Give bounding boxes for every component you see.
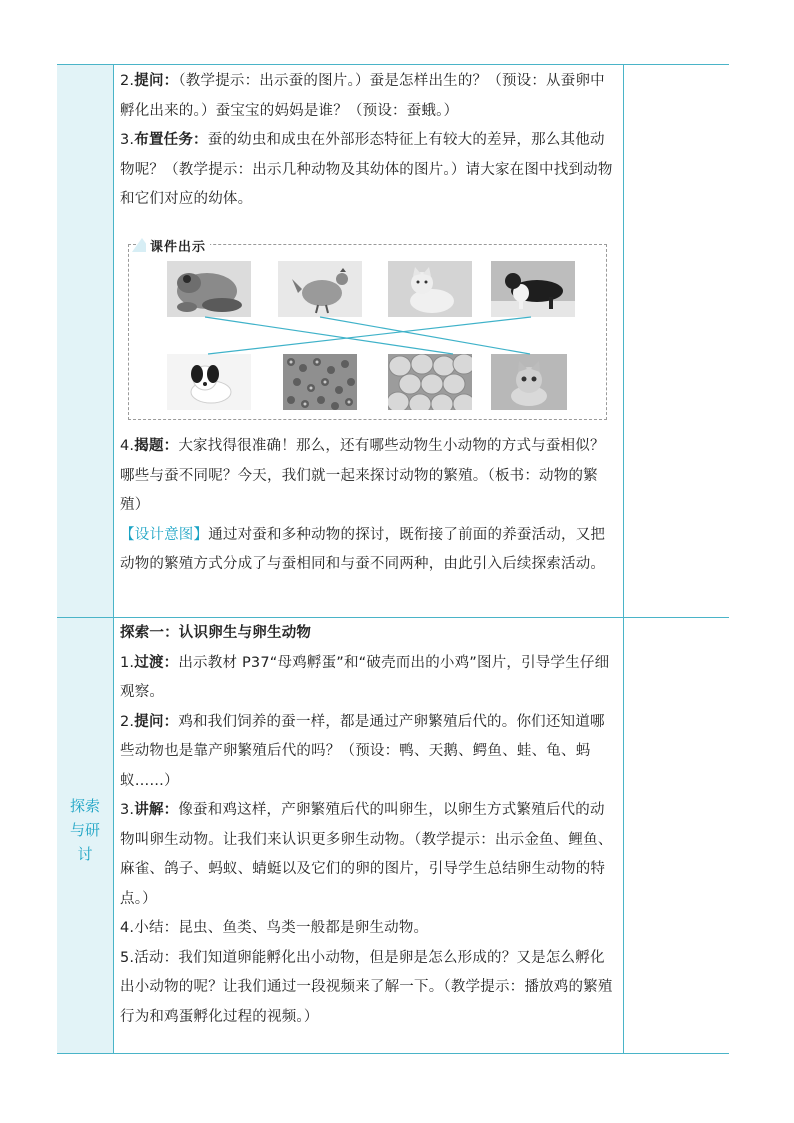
paragraph-reveal: 4.揭题：大家找得很准确！那么，还有哪些动物生小动物的方式与蚕相似？哪些与蚕不同呢？今天，我们就一起来探讨动物的繁殖。（板书：动物的繁殖） bbox=[120, 438, 605, 513]
paragraph-question: 2.提问：鸡和我们饲养的蚕一样，都是通过产卵繁殖后代的。你们还知道哪些动物也是靠产卵繁殖后代的吗？（预设：鸭、天鹅、鳄鱼、蛙、龟、蚂蚁……） bbox=[120, 713, 605, 789]
paragraph-activity: 5.活动：我们知道卵能孵化出小动物，但是卵是怎么形成的？又是怎么孵化出小动物的呢？让我们通过一段视频来了解一下。（教学提示：播放鸡的繁殖行为和鸡蛋孵化过程的视频。） bbox=[120, 949, 613, 1025]
paragraph-transition: 1.过渡：出示教材 P37“母鸡孵蛋”和“破壳而出的小鸡”图片，引导学生仔细观察。 bbox=[120, 654, 610, 700]
row-1-content-after bbox=[120, 432, 618, 580]
side-label-line-2: 与研 bbox=[69, 821, 100, 839]
paragraph-explain: 3.讲解：像蚕和鸡这样，产卵繁殖后代的叫卵生，以卵生方式繁殖后代的动物叫卵生动物。让我们来认识更多卵生动物。（教学提示：出示金鱼、鲤鱼、麻雀、鸽子、蚂蚁、蜻蜓以及它们的卵的图片，引导学生总结卵生动物的特点。） bbox=[120, 802, 613, 907]
paragraph-task: 3.布置任务：蚕的幼虫和成虫在外部形态特征上有较大的差异，那么其他动物呢？（教学提示：出示几种动物及其幼体的图片。）请大家在图中找到动物和它们对应的幼体。 bbox=[120, 132, 613, 207]
paragraph-summary: 4.小结：昆虫、鱼类、鸟类一般都是卵生动物。 bbox=[120, 920, 429, 936]
paragraph-design-intent: 【设计意图】通过对蚕和多种动物的探讨，既衔接了前面的养蚕活动，又把动物的繁殖方式分成了与蚕相同和与蚕不同两种，由此引入后续探索活动。 bbox=[120, 526, 606, 572]
row-2-content bbox=[120, 619, 618, 1032]
courseware-label: 课件出示 bbox=[146, 236, 210, 255]
explore-heading: 探索一：认识卵生与卵生动物 bbox=[120, 625, 312, 641]
paragraph-ask: 2.提问：（教学提示：出示蚕的图片。）蚕是怎样出生的？（预设：从蚕卵中孵化出来的。）蚕宝宝的妈妈是谁？（预设：蚕蛾。） bbox=[120, 73, 605, 119]
side-label-line-3: 讨 bbox=[77, 845, 93, 863]
side-label-line-1: 探索 bbox=[69, 797, 100, 815]
